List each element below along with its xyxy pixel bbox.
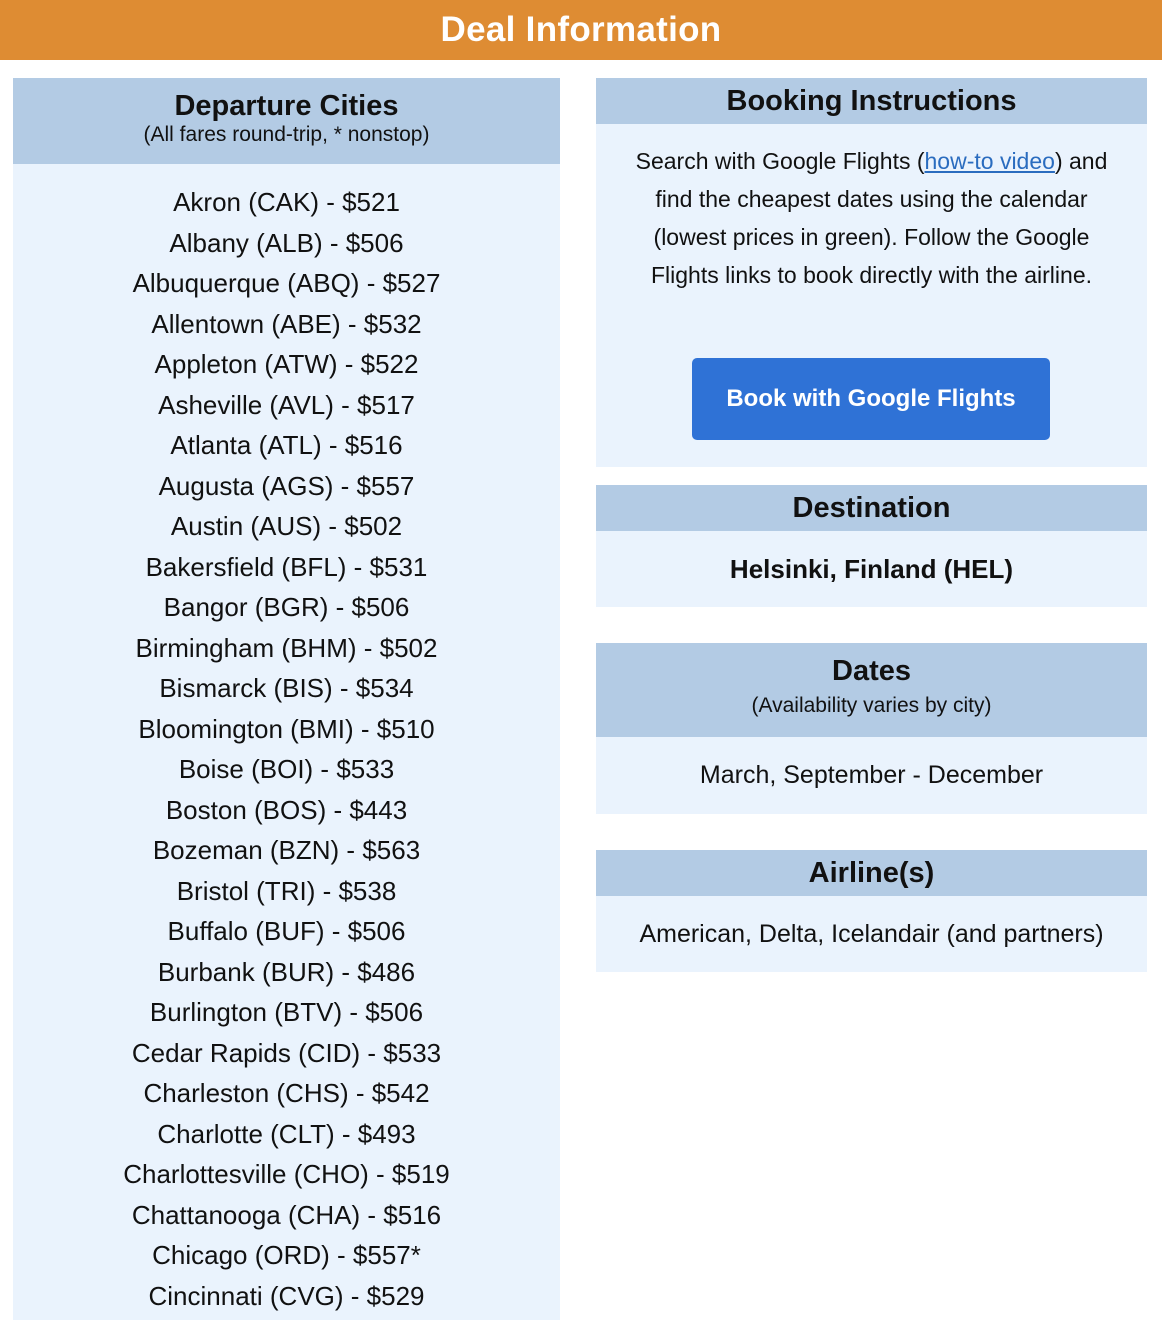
dates-title: Dates xyxy=(832,655,911,687)
departure-cities-header xyxy=(13,78,560,164)
dates-header xyxy=(596,643,1147,737)
departure-city-item: Chicago (ORD) - $557* xyxy=(152,1240,421,1270)
dates-value: March, September - December xyxy=(699,761,1044,789)
departure-city-item: Cedar Rapids (CID) - $533 xyxy=(131,1037,442,1068)
destination-value: Helsinki, Finland (HEL) xyxy=(729,554,1014,584)
departure-city-item: Albany (ALB) - $506 xyxy=(169,227,404,258)
departure-city-item: Albuquerque (ABQ) - $527 xyxy=(132,268,441,298)
airlines-title: Airline(s) xyxy=(596,850,1147,896)
departure-cities-title: Departure Cities xyxy=(174,90,399,122)
dates-subtitle: (Availability varies by city) xyxy=(751,694,992,717)
departure-city-item: Charleston (CHS) - $542 xyxy=(143,1078,430,1108)
booking-instructions-panel xyxy=(596,78,1147,467)
departure-city-item: Atlanta (ATL) - $516 xyxy=(170,430,403,460)
departure-city-list xyxy=(13,182,560,1316)
booking-instructions-title: Booking Instructions xyxy=(596,78,1147,124)
departure-city-item: Bloomington (BMI) - $510 xyxy=(138,713,435,744)
departure-city-item: Bismarck (BIS) - $534 xyxy=(159,673,414,703)
departure-city-item: Buffalo (BUF) - $506 xyxy=(167,916,406,946)
departure-city-item: Burlington (BTV) - $506 xyxy=(149,997,424,1027)
departure-city-item: Akron (CAK) - $521 xyxy=(173,187,400,217)
departure-city-item: Boston (BOS) - $443 xyxy=(165,794,408,825)
book-with-google-flights-button[interactable]: Book with Google Flights xyxy=(692,358,1050,440)
departure-city-item: Allentown (ABE) - $532 xyxy=(151,308,422,339)
departure-city-item: Boise (BOI) - $533 xyxy=(178,754,395,784)
booking-text-before-link: Search with Google Flights ( xyxy=(635,148,925,174)
departure-city-item: Birmingham (BHM) - $502 xyxy=(135,632,438,663)
departure-cities-subtitle: (All fares round-trip, * nonstop) xyxy=(143,123,430,146)
departure-city-item: Bangor (BGR) - $506 xyxy=(163,592,410,622)
departure-city-item: Appleton (ATW) - $522 xyxy=(154,349,419,379)
banner-title: Deal Information xyxy=(440,10,722,49)
departure-city-item: Burbank (BUR) - $486 xyxy=(157,956,416,987)
departure-city-item: Chattanooga (CHA) - $516 xyxy=(131,1199,442,1230)
airlines-value: American, Delta, Icelandair (and partners) xyxy=(639,920,1104,948)
destination-title: Destination xyxy=(596,485,1147,531)
departure-city-item: Charlotte (CLT) - $493 xyxy=(157,1118,416,1149)
departure-city-item: Bakersfield (BFL) - $531 xyxy=(145,551,428,582)
booking-text-after-link: ) and find the cheapest dates using the calendar (lowest prices in green). Follow the Google Flights links to book directly with the airline. xyxy=(650,148,1108,288)
departure-city-item: Bristol (TRI) - $538 xyxy=(176,875,397,906)
airlines-panel xyxy=(596,850,1147,972)
departure-city-item: Cincinnati (CVG) - $529 xyxy=(148,1280,425,1311)
how-to-video-link[interactable]: how-to video xyxy=(924,148,1055,174)
departure-cities-panel xyxy=(13,78,560,1320)
dates-panel xyxy=(596,643,1147,814)
booking-instructions-text xyxy=(596,124,1147,294)
departure-city-item: Asheville (AVL) - $517 xyxy=(158,389,415,420)
departure-city-item: Austin (AUS) - $502 xyxy=(170,511,403,541)
departure-city-item: Charlottesville (CHO) - $519 xyxy=(123,1159,450,1189)
destination-panel xyxy=(596,485,1147,607)
departure-city-item: Augusta (AGS) - $557 xyxy=(158,470,415,501)
departure-city-item: Bozeman (BZN) - $563 xyxy=(152,835,421,865)
deal-banner xyxy=(0,0,1162,60)
